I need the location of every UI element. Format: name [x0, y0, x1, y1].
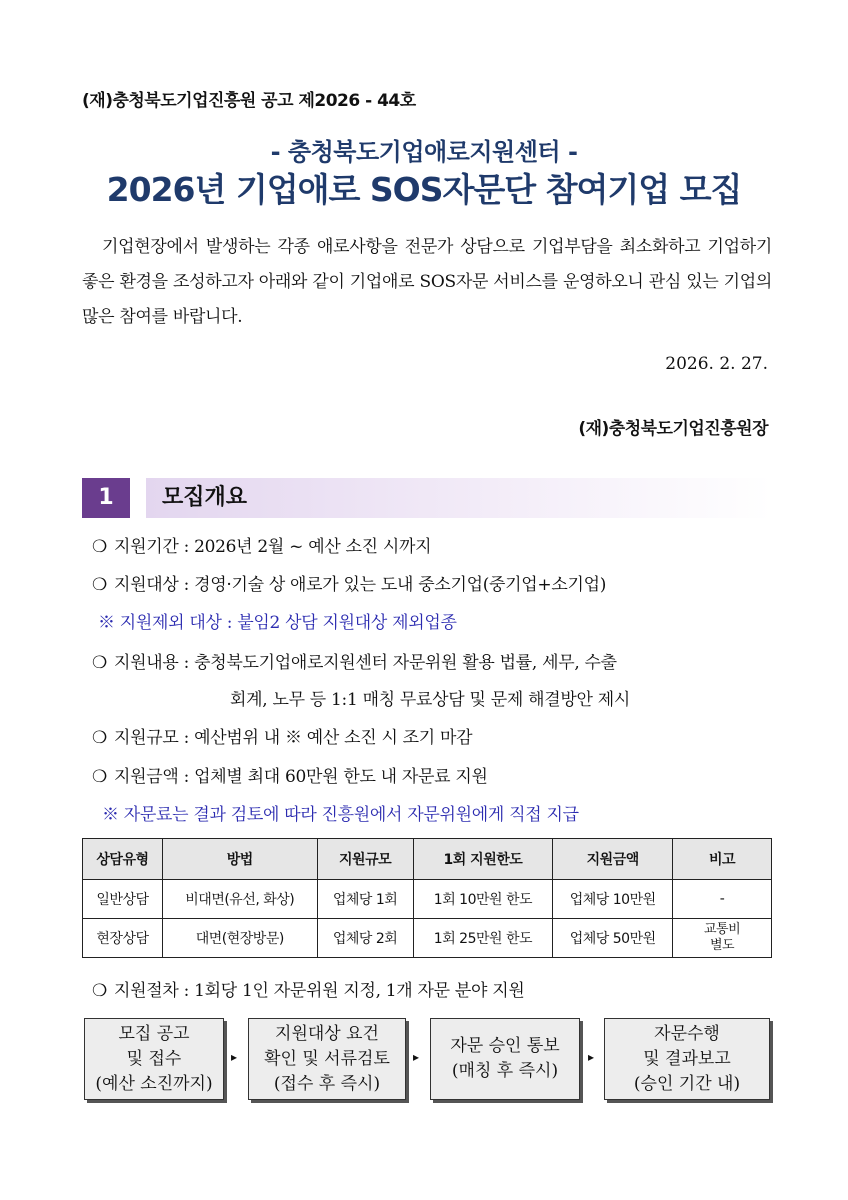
item-amount: ❍ 지원금액 : 업체별 최대 60만원 한도 내 자문료 지원: [92, 767, 488, 787]
process-step: 모집 공고 및 접수 (예산 소진까지): [84, 1018, 224, 1100]
bullet-icon: ❍: [92, 767, 107, 787]
item-procedure: ❍ 지원절차 : 1회당 1인 자문위원 지정, 1개 자문 분야 지원: [92, 981, 525, 1001]
table-cell: -: [673, 880, 772, 919]
table-cell: 1회 25만원 한도: [413, 919, 553, 958]
item-period: ❍ 지원기간 : 2026년 2월 ~ 예산 소진 시까지: [92, 537, 432, 557]
table-header: 지원금액: [553, 839, 673, 880]
table-header: 1회 지원한도: [413, 839, 553, 880]
item-content: ❍ 지원내용 : 충청북도기업애로지원센터 자문위원 활용 법률, 세무, 수출: [92, 653, 617, 673]
item-exclusion: ※ 지원제외 대상 : 붙임2 상담 지원대상 제외업종: [98, 613, 457, 633]
table-cell: 일반상담: [83, 880, 163, 919]
subtitle: - 충청북도기업애로지원센터 -: [270, 138, 578, 166]
table-cell: 1회 10만원 한도: [413, 880, 553, 919]
table-cell: 현장상담: [83, 919, 163, 958]
bullet-icon: ❍: [92, 728, 107, 748]
intro-paragraph: 기업현장에서 발생하는 각종 애로사항을 전문가 상담으로 기업부담을 최소화하고 기업하기 좋은 환경을 조성하고자 아래와 같이 기업애로 SOS자문 서비스를 운영하오니 관심 있는 기업의 많은 참여를 바랍니다.: [82, 237, 772, 327]
table-row: [83, 919, 772, 958]
item-target: ❍ 지원대상 : 경영·기술 상 애로가 있는 도내 중소기업(중기업+소기업): [92, 575, 607, 595]
process-step: 자문 승인 통보 (매칭 후 즉시): [430, 1018, 580, 1100]
item-content-continued: 회계, 노무 등 1:1 매칭 무료상담 및 문제 해결방안 제시: [230, 690, 630, 710]
process-step: 지원대상 요건 확인 및 서류검토 (접수 후 즉시): [248, 1018, 406, 1100]
arrow-right-icon: ▸: [588, 1050, 595, 1064]
table-cell: 업체당 50만원: [553, 919, 673, 958]
section-header: [82, 478, 772, 518]
support-table: [82, 838, 772, 958]
item-fee-note: ※ 자문료는 결과 검토에 따라 진흥원에서 자문위원에게 직접 지급: [102, 805, 579, 825]
table-header: 지원규모: [317, 839, 413, 880]
organization-signature: (재)충청북도기업진흥원장: [578, 419, 768, 439]
table-cell: 업체당 10만원: [553, 880, 673, 919]
bullet-icon: ❍: [92, 575, 107, 595]
table-row: [83, 880, 772, 919]
bullet-icon: ❍: [92, 981, 107, 1001]
notice-number: (재)충청북도기업진흥원 공고 제2026 - 44호: [82, 91, 416, 111]
table-header: 방법: [162, 839, 317, 880]
table-cell: 업체당 1회: [317, 880, 413, 919]
table-header: 비고: [673, 839, 772, 880]
table-cell: 대면(현장방문): [162, 919, 317, 958]
table-cell: 비대면(유선, 화상): [162, 880, 317, 919]
table-header-row: [83, 839, 772, 880]
bullet-icon: ❍: [92, 653, 107, 673]
item-scale: ❍ 지원규모 : 예산범위 내 ※ 예산 소진 시 조기 마감: [92, 728, 473, 748]
bullet-icon: ❍: [92, 537, 107, 557]
table-cell: 교통비 별도: [673, 919, 772, 958]
section-number: 1: [82, 478, 130, 518]
arrow-right-icon: ▸: [413, 1050, 420, 1064]
arrow-right-icon: ▸: [231, 1050, 238, 1064]
process-step: 자문수행 및 결과보고 (승인 기간 내): [604, 1018, 770, 1100]
table-cell: 업체당 2회: [317, 919, 413, 958]
table-header: 상담유형: [83, 839, 163, 880]
section-label: 모집개요: [162, 485, 248, 510]
page-title: 2026년 기업애로 SOS자문단 참여기업 모집: [106, 170, 742, 209]
announcement-date: 2026. 2. 27.: [665, 354, 768, 374]
